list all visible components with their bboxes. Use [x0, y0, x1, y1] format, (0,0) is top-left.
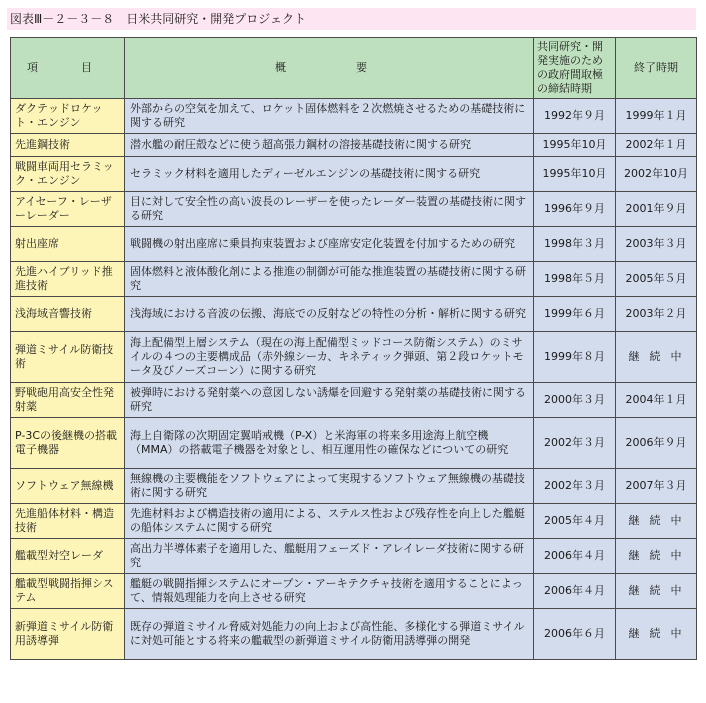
table-row [11, 418, 697, 469]
signing-date: 2002年３月 [534, 469, 616, 504]
project-summary: 海上配備型上層システム（現在の海上配備型ミッドコース防衛システム）のミサイルの４つの主要構成品（赤外線シーカ、キネティック弾頭、第２段ロケットモータ及びノーズコーン）に関する研究 [125, 332, 534, 383]
end-date: 継続中 [616, 609, 697, 660]
end-date: 継続中 [616, 574, 697, 609]
table-row [11, 469, 697, 504]
table-row [11, 609, 697, 660]
end-date: 2003年２月 [616, 297, 697, 332]
table-row [11, 157, 697, 192]
project-name: ソフトウェア無線機 [11, 469, 125, 504]
signing-date: 2000年３月 [534, 383, 616, 418]
signing-date: 1995年10月 [534, 157, 616, 192]
project-summary: 外部からの空気を加えて、ロケット固体燃料を２次燃焼させるための基礎技術に関する研究 [125, 99, 534, 134]
project-summary: 艦艇の戦闘指揮システムにオープン・アーキテクチャ技術を適用することによって、情報処理能力を向上させる研究 [125, 574, 534, 609]
signing-date: 1996年９月 [534, 192, 616, 227]
project-name: ダクテッドロケット・エンジン [11, 99, 125, 134]
project-name: 艦載型対空レーダ [11, 539, 125, 574]
projects-table [10, 37, 697, 660]
project-name: 新弾道ミサイル防衛用誘導弾 [11, 609, 125, 660]
header-row [11, 38, 697, 99]
signing-date: 1999年６月 [534, 297, 616, 332]
table-row [11, 539, 697, 574]
project-name: 艦載型戦闘指揮システム [11, 574, 125, 609]
project-summary: 海上自衛隊の次期固定翼哨戒機（P-X）と米海軍の将来多用途海上航空機（MMA）の搭載電子機器を対象とし、相互運用性の確保などについての研究 [125, 418, 534, 469]
signing-date: 2005年４月 [534, 504, 616, 539]
table-row [11, 383, 697, 418]
project-name: 射出座席 [11, 227, 125, 262]
table-row [11, 134, 697, 157]
project-name: 浅海域音響技術 [11, 297, 125, 332]
table-body [11, 99, 697, 660]
end-date: 1999年１月 [616, 99, 697, 134]
header-signing-date: 共同研究・開発実施のための政府間取極の締結時期 [534, 38, 616, 99]
signing-date: 2006年４月 [534, 539, 616, 574]
signing-date: 1998年５月 [534, 262, 616, 297]
table-row [11, 574, 697, 609]
signing-date: 2006年４月 [534, 574, 616, 609]
project-summary: 既存の弾道ミサイル脅威対処能力の向上および高性能、多様化する弾道ミサイルに対処可能とする将来の艦載型の新弾道ミサイル防衛用誘導弾の開発 [125, 609, 534, 660]
header-end-date: 終了時期 [616, 38, 697, 99]
end-date: 2001年９月 [616, 192, 697, 227]
end-date: 2006年９月 [616, 418, 697, 469]
header-summary: 概 要 [125, 38, 534, 99]
signing-date: 1995年10月 [534, 134, 616, 157]
project-summary: 被弾時における発射薬への意図しない誘爆を回避する発射薬の基礎技術に関する研究 [125, 383, 534, 418]
project-summary: 潜水艦の耐圧殻などに使う超高張力鋼材の溶接基礎技術に関する研究 [125, 134, 534, 157]
project-name: 先進ハイブリッド推進技術 [11, 262, 125, 297]
project-summary: 浅海域における音波の伝搬、海底での反射などの特性の分析・解析に関する研究 [125, 297, 534, 332]
project-name: 戦闘車両用セラミック・エンジン [11, 157, 125, 192]
project-name: 野戦砲用高安全性発射薬 [11, 383, 125, 418]
end-date: 2005年５月 [616, 262, 697, 297]
project-summary: 高出力半導体素子を適用した、艦艇用フェーズド・アレイレーダ技術に関する研究 [125, 539, 534, 574]
figure-title: 図表Ⅲ－２－３－８ 日米共同研究・開発プロジェクト [7, 8, 696, 30]
project-summary: 固体燃料と液体酸化剤による推進の制御が可能な推進装置の基礎技術に関する研究 [125, 262, 534, 297]
project-summary: 目に対して安全性の高い波長のレーザーを使ったレーダー装置の基礎技術に関する研究 [125, 192, 534, 227]
end-date: 2007年３月 [616, 469, 697, 504]
signing-date: 1992年９月 [534, 99, 616, 134]
table-row [11, 192, 697, 227]
project-summary: 戦闘機の射出座席に乗員拘束装置および座席安定化装置を付加するための研究 [125, 227, 534, 262]
end-date: 2002年１月 [616, 134, 697, 157]
project-summary: 先進材料および構造技術の適用による、ステルス性および残存性を向上した艦艇の船体システムに関する研究 [125, 504, 534, 539]
end-date: 継続中 [616, 332, 697, 383]
signing-date: 1999年８月 [534, 332, 616, 383]
header-item: 項 目 [11, 38, 125, 99]
project-summary: 無線機の主要機能をソフトウェアによって実現するソフトウェア無線機の基礎技術に関する研究 [125, 469, 534, 504]
table-row [11, 99, 697, 134]
table-row [11, 504, 697, 539]
project-name: 先進鋼技術 [11, 134, 125, 157]
signing-date: 2002年３月 [534, 418, 616, 469]
signing-date: 2006年６月 [534, 609, 616, 660]
project-name: 先進船体材料・構造技術 [11, 504, 125, 539]
table-row [11, 332, 697, 383]
table-row [11, 297, 697, 332]
project-name: アイセーフ・レーザーレーダー [11, 192, 125, 227]
end-date: 2003年３月 [616, 227, 697, 262]
end-date: 2002年10月 [616, 157, 697, 192]
project-name: P-3Cの後継機の搭載電子機器 [11, 418, 125, 469]
project-name: 弾道ミサイル防衛技術 [11, 332, 125, 383]
project-summary: セラミック材料を適用したディーゼルエンジンの基礎技術に関する研究 [125, 157, 534, 192]
signing-date: 1998年３月 [534, 227, 616, 262]
end-date: 継続中 [616, 539, 697, 574]
end-date: 継続中 [616, 504, 697, 539]
table-row [11, 227, 697, 262]
end-date: 2004年１月 [616, 383, 697, 418]
table-row [11, 262, 697, 297]
